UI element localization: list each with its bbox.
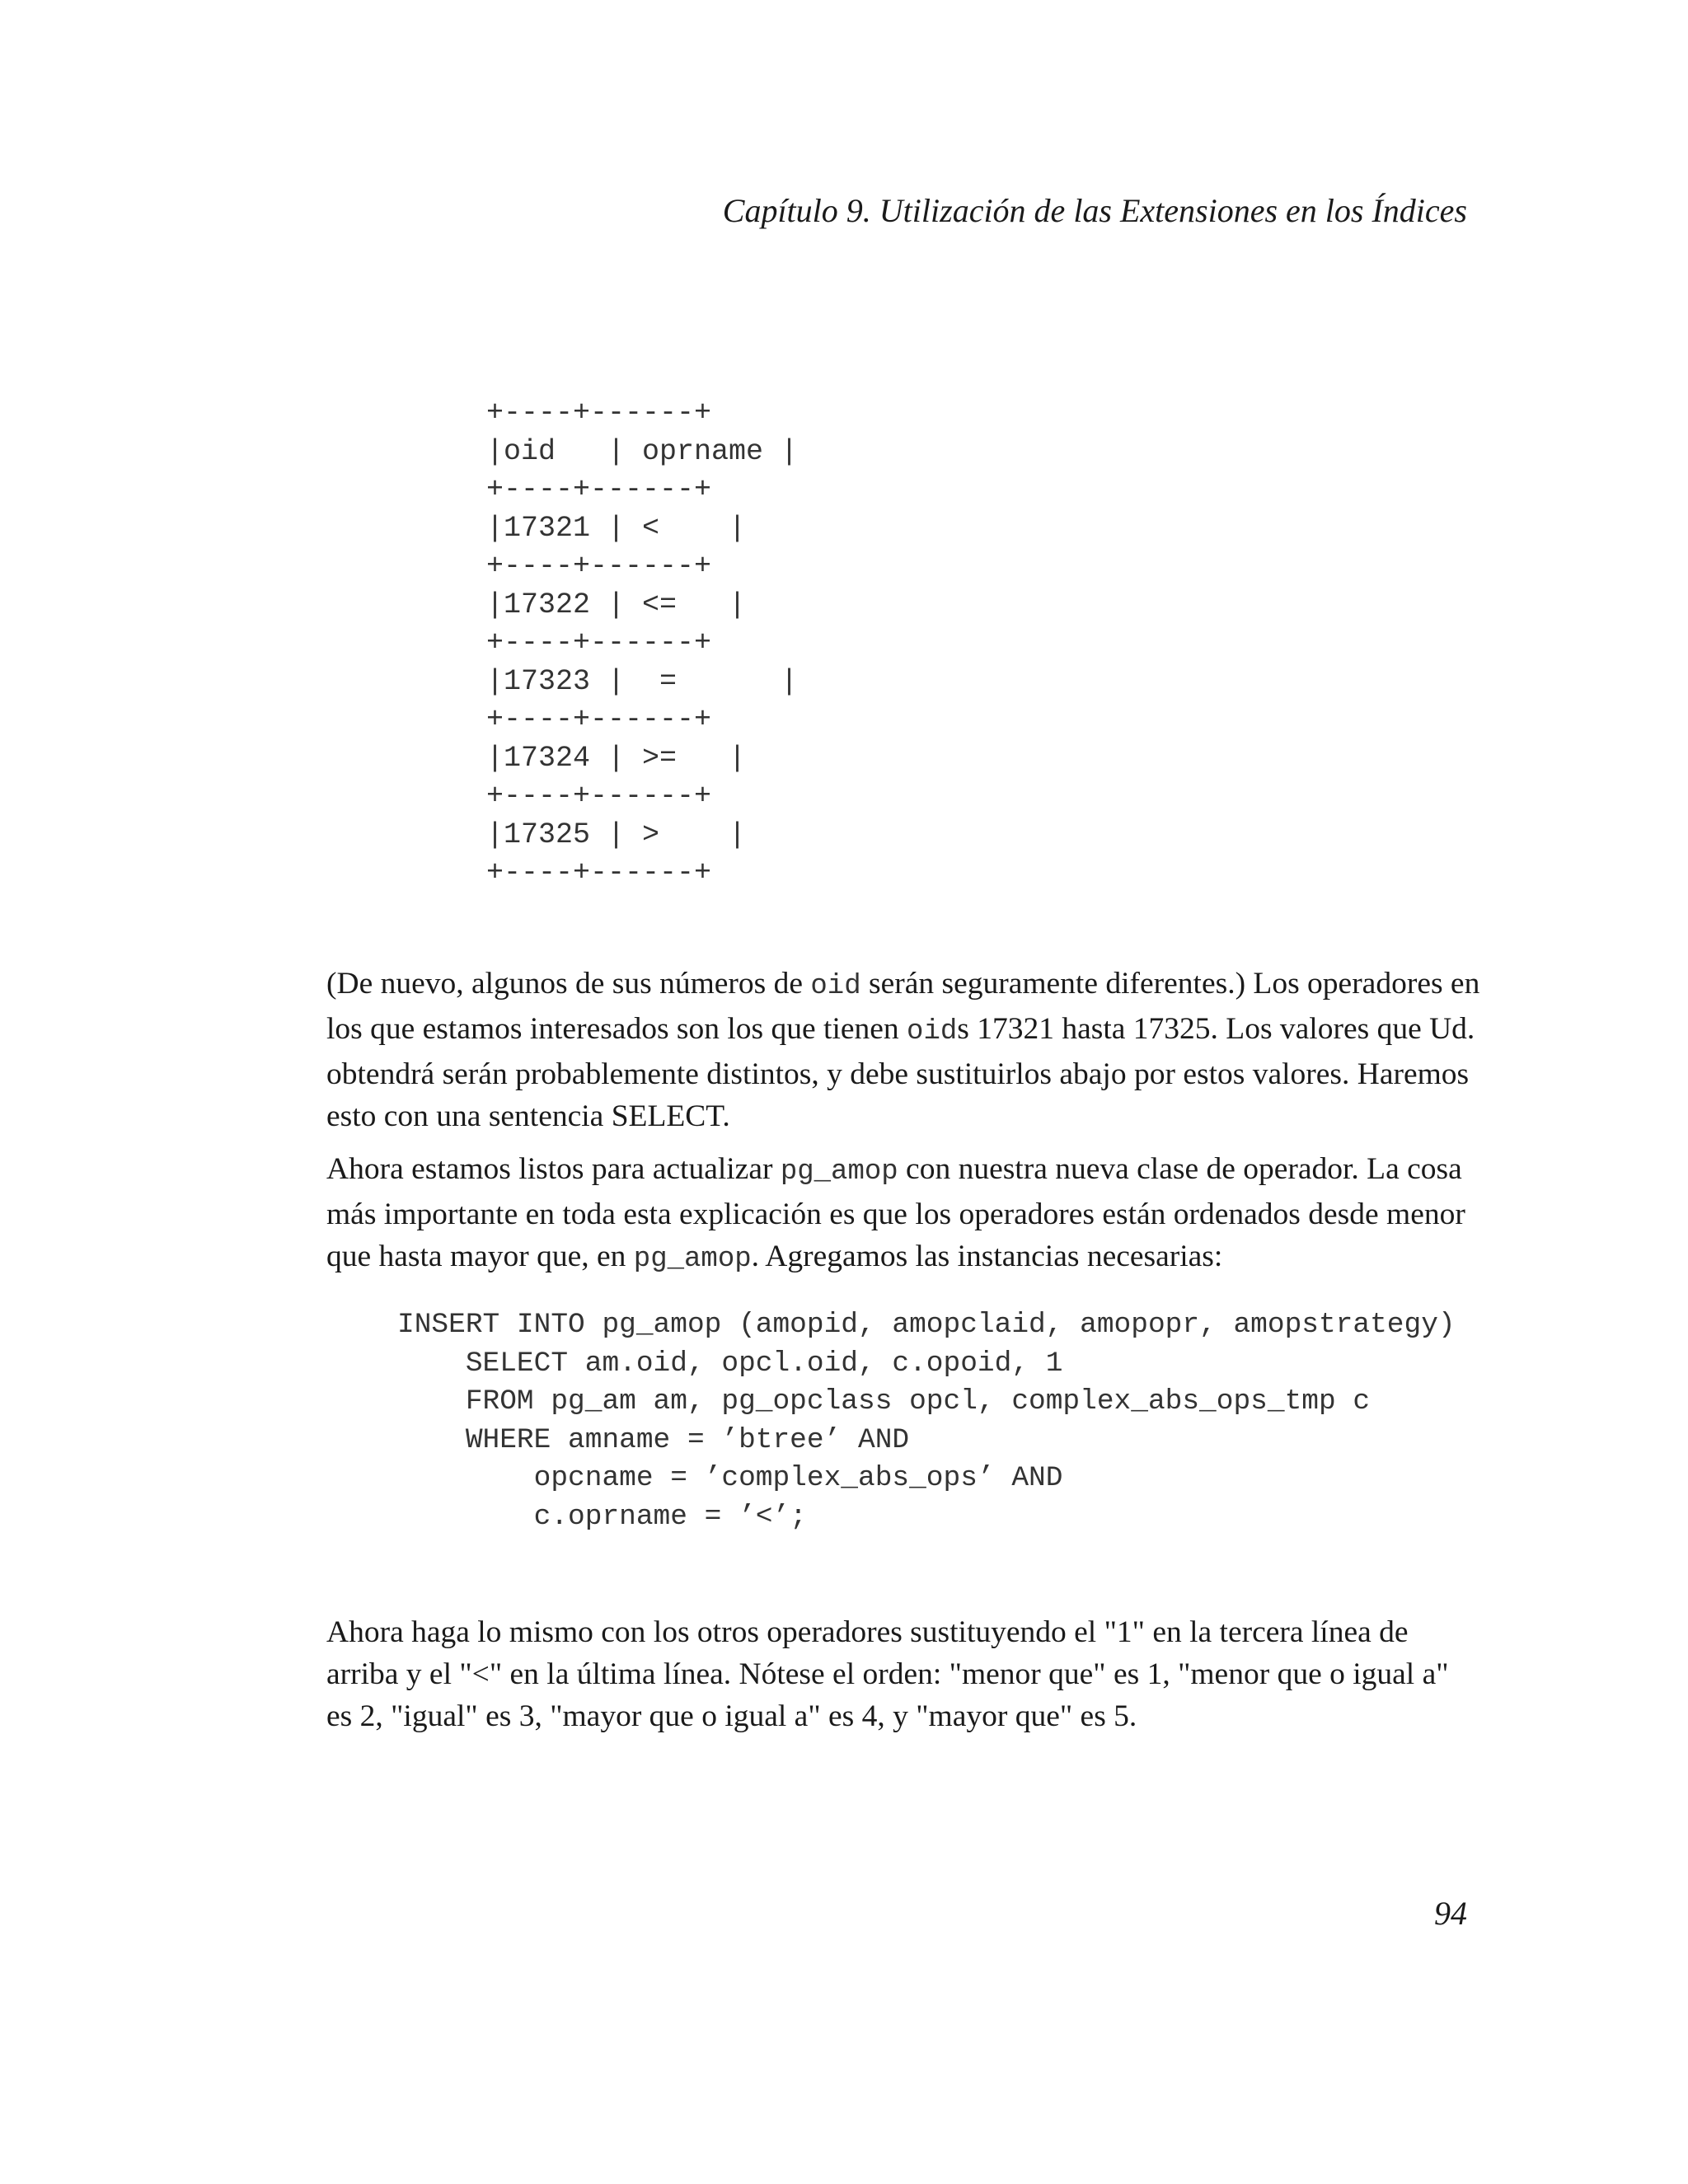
table-line: +----+------+ [486, 550, 712, 583]
table-line: +----+------+ [486, 473, 712, 506]
page-number: 94 [1434, 1895, 1467, 1932]
inline-code-oid: oid [907, 1016, 958, 1047]
code-line: FROM pg_am am, pg_opclass opcl, complex_abs_ops_tmp c [397, 1385, 1371, 1418]
inline-code-pg-amop: pg_amop [780, 1156, 898, 1188]
table-line: +----+------+ [486, 626, 712, 659]
table-line: |17322 | <= | [486, 588, 747, 621]
operator-table-ascii [486, 394, 798, 893]
running-header-title: Capítulo 9. Utilización de las Extensiones en los Índices [722, 192, 1467, 229]
table-line: +----+------+ [486, 856, 712, 889]
sql-insert-code-block [397, 1306, 1456, 1536]
code-line: WHERE amname = ’btree’ AND [397, 1423, 910, 1456]
paragraph-update-pg-amop: Ahora estamos listos para actualizar pg_amop con nuestra nueva clase de operador. La cosa más importante en toda esta explicación es que los operadores están ordenados desde menor que hasta mayor que, en pg_amop. Agregamos las instancias necesarias: [326, 1152, 1465, 1275]
table-line: +----+------+ [486, 396, 712, 429]
table-line: |17324 | >= | [486, 741, 747, 775]
paragraph-operator-order: Ahora haga lo mismo con los otros operadores sustituyendo el "1" en la tercera línea de arriba y el "<" en la última línea. Nótese el orden: "menor que" es 1, "menor que o igual a" es 2, "igual" es 3, "mayor que o igual a" es 4, y "mayor que" es 5. [326, 1615, 1449, 1733]
table-line: +----+------+ [486, 703, 712, 736]
code-line: opcname = ’complex_abs_ops’ AND [397, 1462, 1063, 1494]
code-line: INSERT INTO pg_amop (amopid, amopclaid, amopopr, amopstrategy) [397, 1309, 1456, 1341]
table-line: |17325 | > | [486, 818, 747, 851]
paragraph-oid-note: (De nuevo, algunos de sus números de oid serán seguramente diferentes.) Los operadores en los que estamos interesados son los que tienen oids 17321 hasta 17325. Los valores que Ud. obtendrá serán probablemente distintos, y debe sustituirlos abajo por estos valores. Haremos esto con una sentencia SELECT. [326, 967, 1480, 1133]
code-line: SELECT am.oid, opcl.oid, c.opoid, 1 [397, 1347, 1063, 1380]
code-line: c.oprname = ’<’; [397, 1500, 807, 1533]
inline-code-oid: oid [810, 971, 861, 1002]
table-line: |17321 | < | [486, 511, 747, 545]
inline-code-pg-amop: pg_amop [633, 1244, 752, 1275]
table-line: |17323 | = | [486, 664, 799, 698]
table-line: |oid | oprname | [486, 434, 799, 468]
table-line: +----+------+ [486, 780, 712, 813]
